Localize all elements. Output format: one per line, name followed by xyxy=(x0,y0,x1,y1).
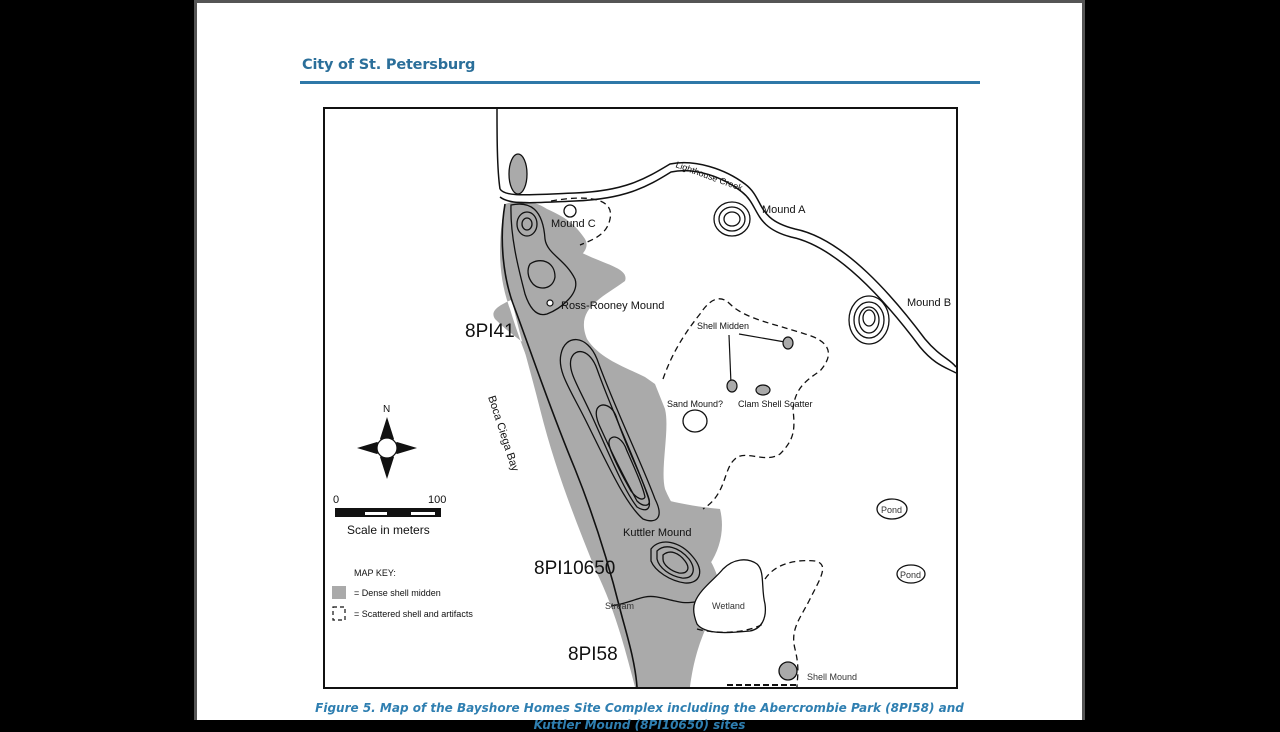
dense-midden-swatch xyxy=(332,586,346,599)
document-page xyxy=(194,0,1085,732)
mound-a-label: Mound A xyxy=(762,204,806,216)
site-label-8pi58: 8PI58 xyxy=(568,644,618,665)
gray-mound-north xyxy=(509,154,527,194)
scale-label: Scale in meters xyxy=(347,523,430,537)
ross-rooney-label: Ross-Rooney Mound xyxy=(561,300,665,312)
figure-caption-line2: Kuttler Mound (8PI10650) sites xyxy=(533,718,746,732)
shell-mound-label: Shell Mound xyxy=(807,672,858,682)
header-title: City of St. Petersburg xyxy=(302,57,476,73)
scale-bar xyxy=(335,508,441,517)
header-divider xyxy=(300,81,980,84)
mound-c xyxy=(564,205,576,217)
compass-icon xyxy=(357,404,417,479)
kuttler-label: Kuttler Mound xyxy=(623,527,692,539)
site-label-8pi10650: 8PI10650 xyxy=(534,558,616,579)
clam-scatter-label: Clam Shell Scatter xyxy=(738,399,813,409)
creek-label: Lighthouse Creek xyxy=(674,159,745,194)
bay-label: Boca Ciega Bay xyxy=(485,394,521,473)
map-key-title: MAP KEY: xyxy=(354,568,396,578)
sand-mound-label: Sand Mound? xyxy=(667,399,724,409)
svg-text:N: N xyxy=(383,404,391,415)
key-scattered-label: = Scattered shell and artifacts xyxy=(354,609,473,619)
site-label-8pi41: 8PI41 xyxy=(465,321,515,342)
mound-b-label: Mound B xyxy=(907,297,952,309)
wetland-label: Wetland xyxy=(712,601,745,611)
figure-caption: Figure 5. Map of the Bayshore Homes Site Complex including the Abercrombie Park (8PI58) and xyxy=(315,701,964,715)
mound-b xyxy=(849,296,889,344)
pond-2-label: Pond xyxy=(900,570,922,580)
stream-label: Stream xyxy=(605,601,635,611)
pond-1-label: Pond xyxy=(881,505,903,515)
shell-mound xyxy=(779,662,797,680)
scale-end: 100 xyxy=(428,494,447,506)
shell-midden-label: Shell Midden xyxy=(697,321,750,331)
key-dense-label: = Dense shell midden xyxy=(354,588,441,598)
mound-a xyxy=(714,202,750,236)
scale-start: 0 xyxy=(333,494,340,506)
map-figure xyxy=(323,107,958,689)
scattered-swatch xyxy=(333,607,345,620)
sand-mound xyxy=(683,410,707,432)
mound-c-label: Mound C xyxy=(551,218,596,230)
